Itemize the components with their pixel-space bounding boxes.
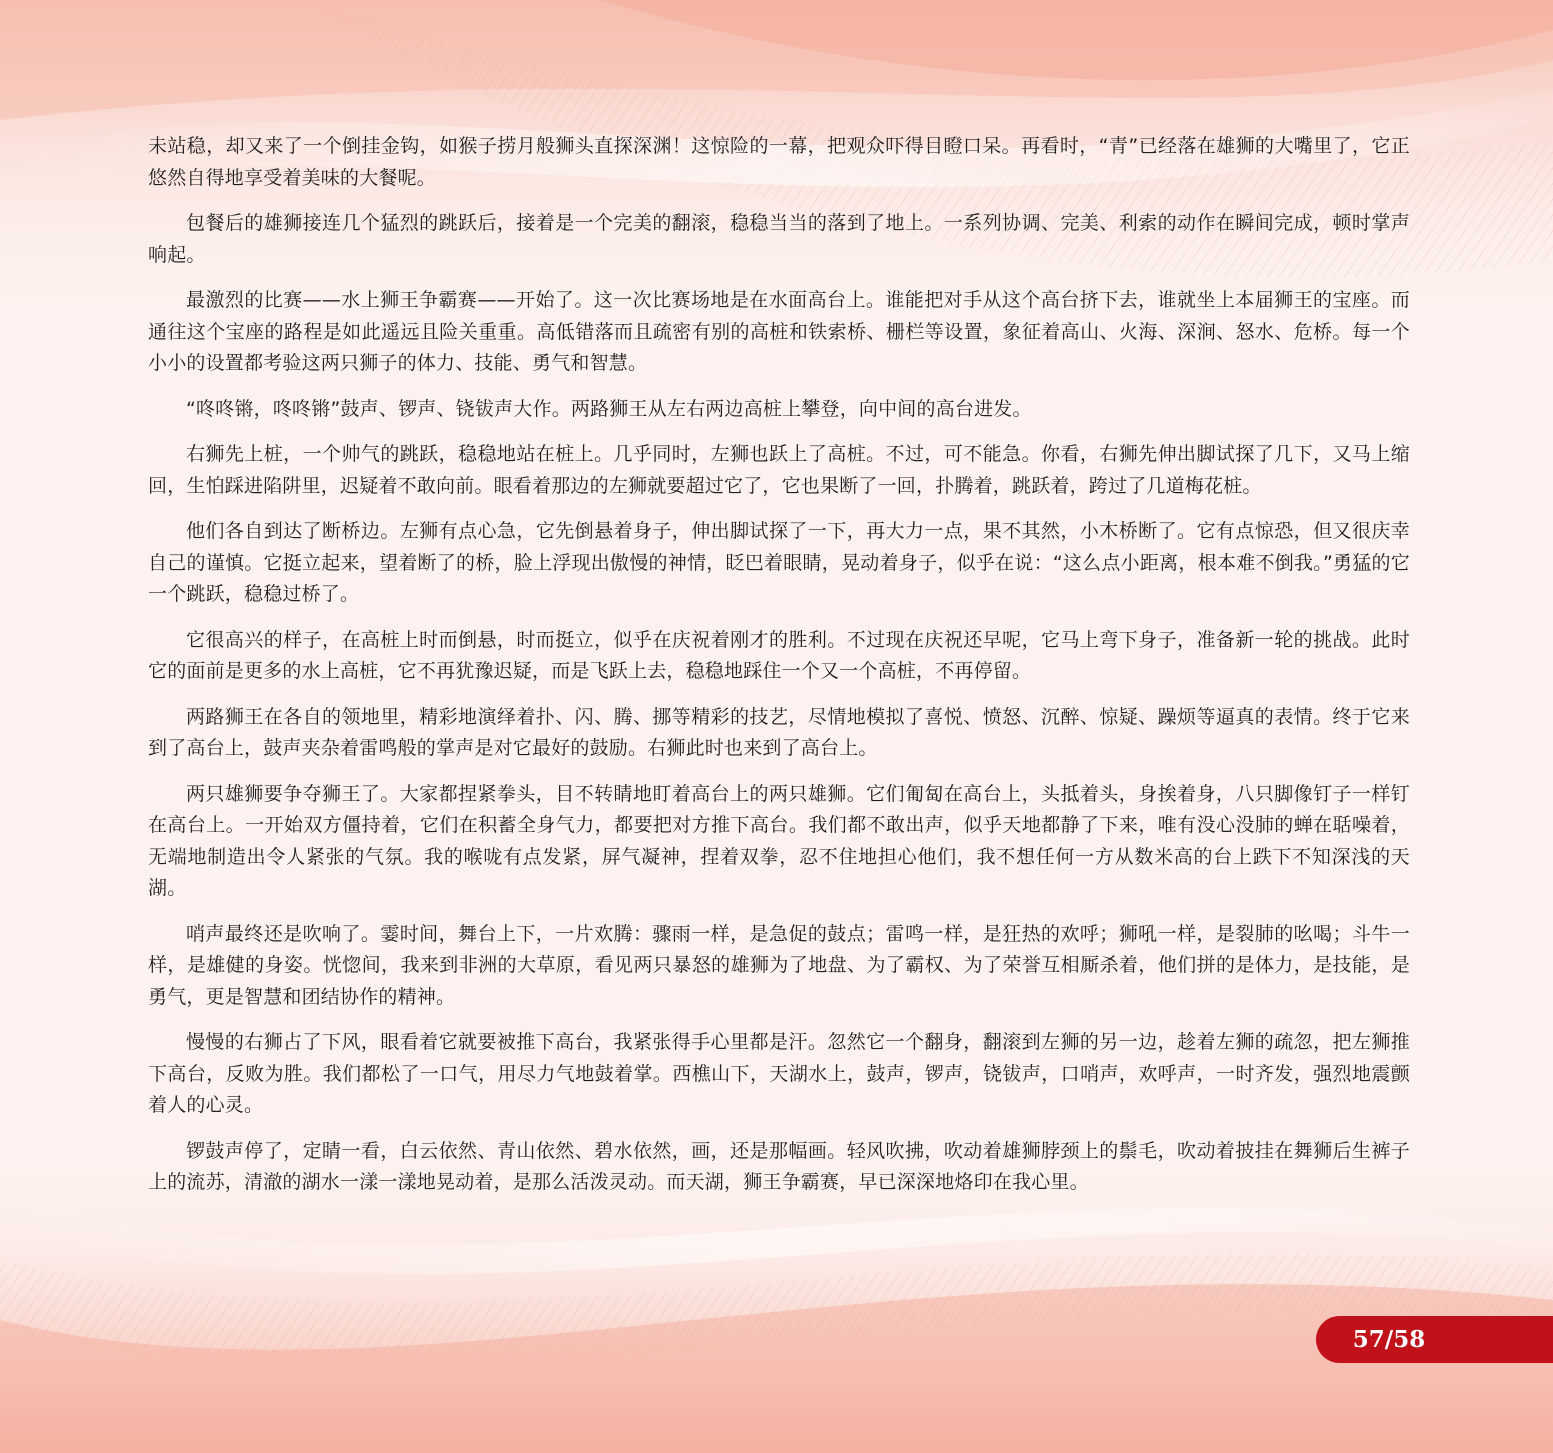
article-body [148, 131, 1410, 1213]
paragraph: 慢慢的右狮占了下风，眼看着它就要被推下高台，我紧张得手心里都是汗。忽然它一个翻身，翻滚到左狮的另一边，趁着左狮的疏忽，把左狮推下高台，反败为胜。我们都松了一口气，用尽力气地鼓着掌。西樵山下，天湖水上，鼓声，锣声，铙钹声，口哨声，欢呼声，一时齐发，强烈地震颤着人的心灵。 [148, 1031, 1410, 1116]
page-number-badge [1316, 1316, 1553, 1363]
paragraph: 两只雄狮要争夺狮王了。大家都捏紧拳头，目不转睛地盯着高台上的两只雄狮。它们匍匐在高台上，头抵着头，身挨着身，八只脚像钉子一样钉在高台上。一开始双方僵持着，它们在积蓄全身气力，都要把对方推下高台。我们都不敢出声，似乎天地都静了下来，唯有没心没肺的蝉在聒噪着，无端地制造出令人紧张的气氛。我的喉咙有点发紧，屏气凝神，捏着双拳，忍不住地担心他们，我不想任何一方从数米高的台上跌下不知深浅的天湖。 [148, 782, 1410, 899]
paragraph: 锣鼓声停了，定睛一看，白云依然、青山依然、碧水依然，画，还是那幅画。轻风吹拂，吹动着雄狮脖颈上的鬃毛，吹动着披挂在舞狮后生裤子上的流苏，清澈的湖水一漾一漾地晃动着，是那么活泼灵动。而天湖，狮王争霸赛，早已深深地烙印在我心里。 [148, 1139, 1410, 1193]
page-number: 57/58 [1352, 1326, 1426, 1353]
paragraph: 它很高兴的样子，在高桩上时而倒悬，时而挺立，似乎在庆祝着刚才的胜利。不过现在庆祝还早呢，它马上弯下身子，准备新一轮的挑战。此时它的面前是更多的水上高桩，它不再犹豫迟疑，而是飞跃上去，稳稳地踩住一个又一个高桩，不再停留。 [148, 628, 1410, 682]
paragraph: 他们各自到达了断桥边。左狮有点心急，它先倒悬着身子，伸出脚试探了一下，再大力一点，果不其然，小木桥断了。它有点惊恐，但又很庆幸自己的谨慎。它挺立起来，望着断了的桥，脸上浮现出傲慢的神情，眨巴着眼睛，晃动着身子，似乎在说：“这么点小距离，根本难不倒我。”勇猛的它一个跳跃，稳稳过桥了。 [148, 520, 1410, 605]
paragraph: 包餐后的雄狮接连几个猛烈的跳跃后，接着是一个完美的翻滚，稳稳当当的落到了地上。一系列协调、完美、利索的动作在瞬间完成，顿时掌声响起。 [148, 212, 1410, 266]
paragraph: 未站稳，却又来了一个倒挂金钩，如猴子捞月般狮头直探深渊！这惊险的一幕，把观众吓得目瞪口呆。再看时，“青”已经落在雄狮的大嘴里了，它正悠然自得地享受着美味的大餐呢。 [148, 135, 1410, 189]
paragraph: 哨声最终还是吹响了。霎时间，舞台上下，一片欢腾：骤雨一样，是急促的鼓点；雷鸣一样，是狂热的欢呼；狮吼一样，是裂肺的吆喝；斗牛一样，是雄健的身姿。恍惚间，我来到非洲的大草原，看见两只暴怒的雄狮为了地盘、为了霸权、为了荣誉互相厮杀着，他们拼的是体力，是技能，是勇气，更是智慧和团结协作的精神。 [148, 922, 1410, 1008]
paragraph: 右狮先上桩，一个帅气的跳跃，稳稳地站在桩上。几乎同时，左狮也跃上了高桩。不过，可不能急。你看，右狮先伸出脚试探了几下，又马上缩回，生怕踩进陷阱里，迟疑着不敢向前。眼看着那边的左狮就要超过它了，它也果断了一回，扑腾着，跳跃着，跨过了几道梅花桩。 [148, 443, 1410, 497]
paragraph: 最激烈的比赛——水上狮王争霸赛——开始了。这一次比赛场地是在水面高台上。谁能把对手从这个高台挤下去，谁就坐上本届狮王的宝座。而通往这个宝座的路程是如此遥远且险关重重。高低错落而且疏密有别的高桩和铁索桥、栅栏等设置，象征着高山、火海、深涧、怒水、危桥。每一个小小的设置都考验这两只狮子的体力、技能、勇气和智慧。 [148, 289, 1410, 374]
paragraph: “咚咚锵，咚咚锵”鼓声、锣声、铙钹声大作。两路狮王从左右两边高桩上攀登，向中间的高台进发。 [186, 397, 1032, 420]
paragraph: 两路狮王在各自的领地里，精彩地演绎着扑、闪、腾、挪等精彩的技艺，尽情地模拟了喜悦、愤怒、沉醉、惊疑、躁烦等逼真的表情。终于它来到了高台上，鼓声夹杂着雷鸣般的掌声是对它最好的鼓励。右狮此时也来到了高台上。 [148, 705, 1410, 759]
